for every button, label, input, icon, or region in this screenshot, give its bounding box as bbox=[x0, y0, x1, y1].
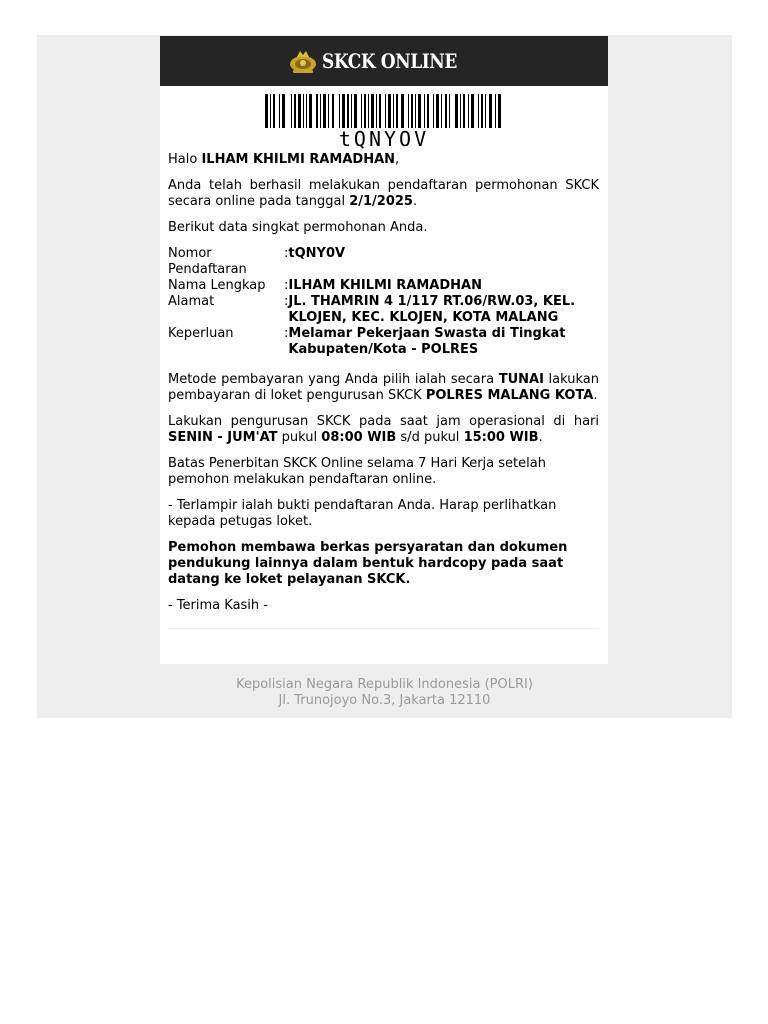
detail-row bbox=[168, 278, 599, 294]
header-banner bbox=[160, 36, 608, 86]
email-background bbox=[37, 35, 732, 718]
greeting bbox=[168, 152, 599, 168]
intro-end: . bbox=[412, 194, 418, 209]
greeting-suffix: , bbox=[395, 152, 400, 167]
payment-end: . bbox=[593, 388, 598, 403]
detail-row bbox=[168, 246, 599, 278]
hours-end: . bbox=[538, 430, 543, 445]
documents-note bbox=[168, 540, 599, 588]
opening-time: 08:00 WIB bbox=[321, 430, 397, 445]
attachment-note: - Terlampir ialah bukti pendaftaran Anda. Harap perlihatkan kepada petugas loket. bbox=[168, 498, 557, 529]
footer-address: Jl. Trunojoyo No.3, Jakarta 12110 bbox=[278, 693, 491, 708]
detail-value: Melamar Pekerjaan Swasta di Tingkat Kabupaten/Kota - POLRES bbox=[288, 326, 566, 357]
detail-row bbox=[168, 294, 599, 326]
intro-text: Anda telah berhasil melakukan pendaftaran permohonan SKCK secara online pada tanggal bbox=[168, 178, 599, 209]
hours-text: Lakukan pengurusan SKCK pada saat jam operasional di hari bbox=[168, 414, 599, 429]
detail-separator: : bbox=[284, 246, 289, 261]
applicant-name: ILHAM KHILMI RAMADHAN bbox=[201, 152, 396, 167]
detail-label: Keperluan bbox=[168, 326, 234, 341]
detail-value: JL. THAMRIN 4 1/117 RT.06/RW.03, KEL. KLOJEN, KEC. KLOJEN, KOTA MALANG bbox=[288, 294, 576, 325]
brand-logo bbox=[288, 47, 481, 75]
hours-text: pukul bbox=[277, 430, 322, 445]
divider bbox=[168, 628, 599, 629]
detail-label: Alamat bbox=[168, 294, 215, 309]
payment-text: Metode pembayaran yang Anda pilih ialah secara bbox=[168, 372, 499, 387]
barcode-code: tQNYOV bbox=[338, 127, 430, 151]
detail-value: ILHAM KHILMI RAMADHAN bbox=[288, 278, 482, 293]
payment-text: lakukan pembayaran di loket pengurusan SKCK bbox=[168, 372, 599, 403]
documents-note-text: Pemohon membawa berkas persyaratan dan dokumen pendukung lainnya dalam bentuk hardcopy pada saat datang ke loket pelayanan SKCK. bbox=[168, 540, 568, 587]
intro-paragraph bbox=[168, 178, 599, 210]
greeting-prefix: Halo bbox=[168, 152, 202, 167]
brand-title: SKCK ONLINE bbox=[321, 49, 457, 73]
registration-date: 2/1/2025 bbox=[349, 194, 413, 209]
details-table bbox=[168, 246, 599, 358]
detail-row bbox=[168, 326, 599, 358]
detail-separator: : bbox=[284, 294, 289, 309]
detail-label: Nomor Pendaftaran bbox=[168, 246, 247, 277]
detail-label: Nama Lengkap bbox=[168, 278, 266, 293]
footer-org: Kepolisian Negara Republik Indonesia (POLRI) bbox=[236, 677, 533, 692]
polri-emblem-icon bbox=[288, 47, 318, 75]
operating-days: SENIN - JUM'AT bbox=[168, 430, 278, 445]
barcode-icon bbox=[265, 94, 503, 128]
hours-text: s/d pukul bbox=[396, 430, 464, 445]
deadline-paragraph: Batas Penerbitan SKCK Online selama 7 Hari Kerja setelah pemohon melakukan pendaftaran online. bbox=[168, 456, 546, 487]
payment-paragraph bbox=[168, 372, 599, 404]
detail-separator: : bbox=[284, 326, 289, 341]
closing-time: 15:00 WIB bbox=[463, 430, 539, 445]
thanks-text: - Terima Kasih - bbox=[168, 598, 268, 613]
email-body bbox=[160, 152, 608, 629]
payment-method: TUNAI bbox=[498, 372, 544, 387]
barcode-area bbox=[160, 94, 608, 150]
summary-heading: Berikut data singkat permohonan Anda. bbox=[168, 220, 428, 235]
hours-paragraph bbox=[168, 414, 599, 446]
detail-separator: : bbox=[284, 278, 289, 293]
payment-location: POLRES MALANG KOTA bbox=[425, 388, 594, 403]
email-card bbox=[160, 36, 608, 664]
detail-value: tQNY0V bbox=[288, 246, 346, 261]
footer bbox=[37, 677, 732, 709]
